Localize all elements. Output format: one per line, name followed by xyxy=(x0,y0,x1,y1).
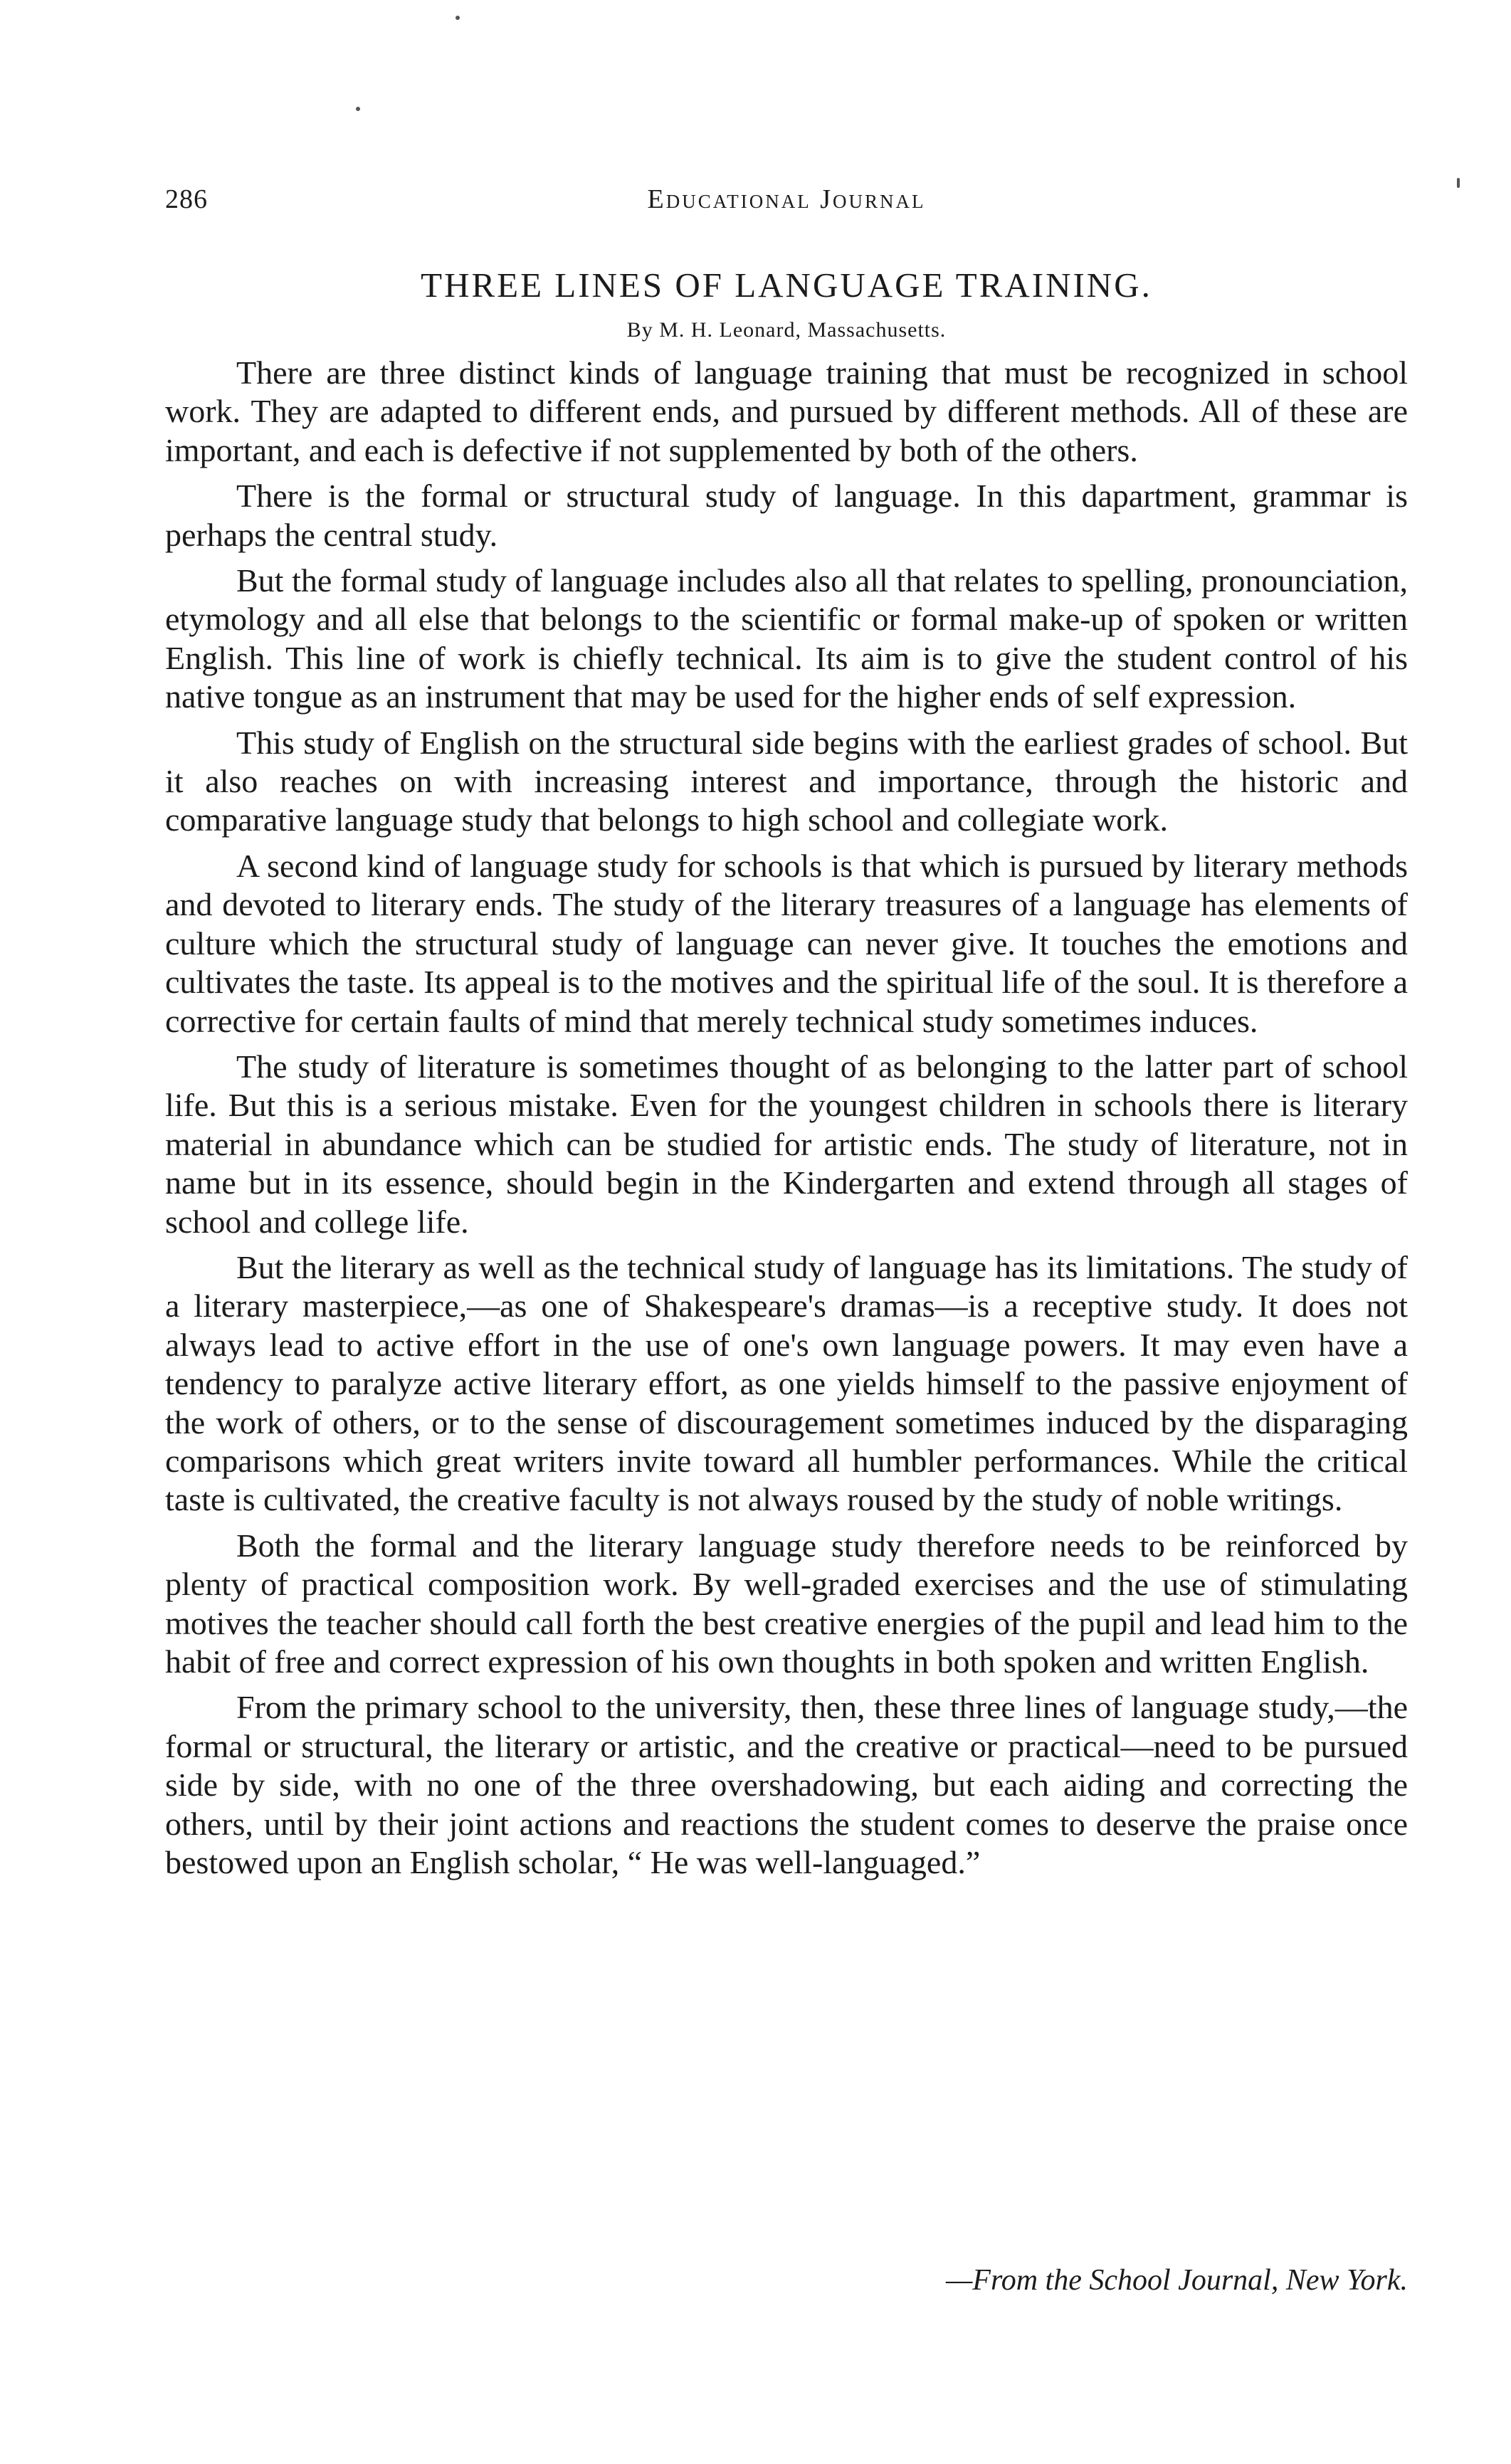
paragraph: But the literary as well as the technical study of language has its limitations. The study of a literary masterpiece,—as one of Shakespeare's dramas—is a receptive study. It does not always lead to active effort in the use of one's own language powers. It may even have a tendency to paralyze active literary effort, as one yields himself to the passive enjoyment of the work of others, or to the sense of discouragement sometimes induced by the disparaging comparisons which great writers invite toward all humbler performances. While the critical taste is cultivated, the creative faculty is not always roused by the study of noble writings. xyxy=(165,1248,1408,1518)
article-title: THREE LINES OF LANGUAGE TRAINING. xyxy=(421,265,1152,305)
article-body xyxy=(165,354,1408,1889)
article-byline: By M. H. Leonard, Massachusetts. xyxy=(626,318,947,342)
paragraph: This study of English on the structural side begins with the earliest grades of school. But it also reaches on with increasing interest and importance, through the historic and comparative language study that belongs to high school and collegiate work. xyxy=(165,724,1408,838)
page-header xyxy=(165,184,1408,226)
paragraph: There is the formal or structural study of language. In this dapartment, grammar is perhaps the central study. xyxy=(165,478,1408,553)
paragraph: But the formal study of language includes also all that relates to spelling, pronounciation, etymology and all else that belongs to the scientific or formal make-up of spoken or written English. This line of work is chiefly technical. Its aim is to give the student control of his native tongue as an instrument that may be used for the higher ends of self expression. xyxy=(165,562,1408,715)
source-attribution: —From the School Journal, New York. xyxy=(945,2264,1408,2297)
scan-speck xyxy=(1457,178,1460,188)
scan-speck xyxy=(356,107,360,111)
page-number: 286 xyxy=(165,184,208,214)
paragraph: There are three distinct kinds of language training that must be recognized in school work. They are adapted to different ends, and pursued by different methods. All of these are important, and each is defective if not supplemented by both of the others. xyxy=(165,354,1408,468)
paragraph: A second kind of language study for schools is that which is pursued by literary methods and devoted to literary ends. The study of the literary treasures of a language has elements of culture which the structural study of language can never give. It touches the emotions and cultivates the taste. Its appeal is to the motives and the spiritual life of the soul. It is therefore a corrective for certain faults of mind that merely technical study sometimes induces. xyxy=(165,847,1408,1039)
paragraph: Both the formal and the literary language study therefore needs to be reinforced by plenty of practical composition work. By well-graded exercises and the use of stimulating motives the teacher should call forth the best creative energies of the pupil and lead him to the habit of free and correct expression of his own thoughts in both spoken and written English. xyxy=(165,1527,1408,1680)
paragraph: From the primary school to the university, then, these three lines of language study,—the formal or structural, the literary or artistic, and the creative or practical—need to be pursued side by side, with no one of the three overshadowing, but each aiding and correcting the others, until by their joint actions and reactions the student comes to deserve the praise once bestowed upon an English scholar, “ He was well-languaged.” xyxy=(165,1689,1408,1881)
scan-speck xyxy=(456,16,460,20)
running-head: Educational Journal xyxy=(647,184,926,214)
paragraph: The study of literature is sometimes thought of as belonging to the latter part of school life. But this is a serious mistake. Even for the youngest children in schools there is literary material in abundance which can be studied for artistic ends. The study of literature, not in name but in its essence, should begin in the Kindergarten and extend through all stages of school and college life. xyxy=(165,1048,1408,1240)
